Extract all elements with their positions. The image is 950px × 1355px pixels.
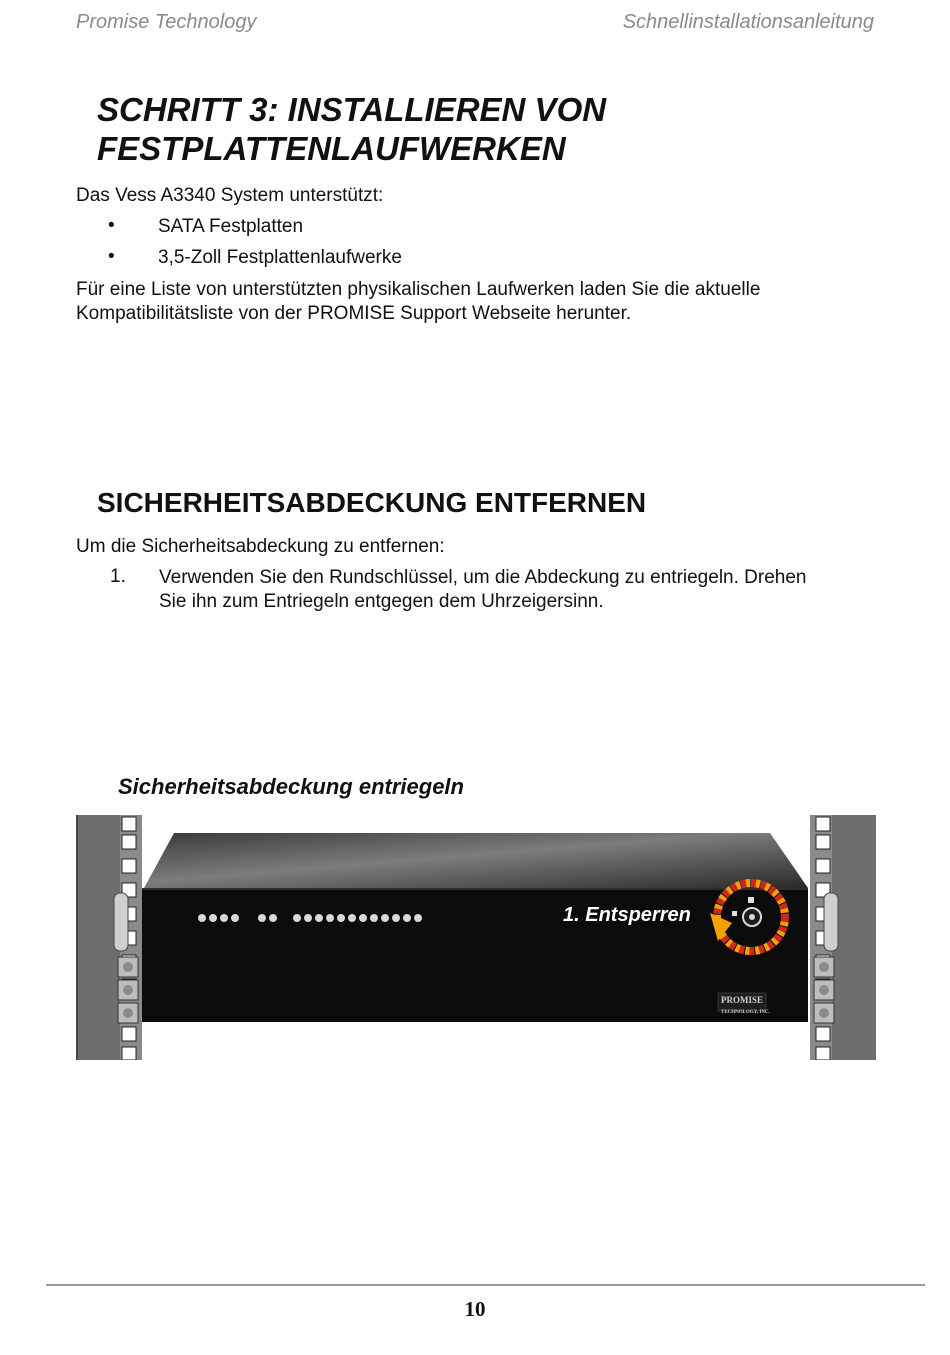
- step-line1: Verwenden Sie den Rundschlüssel, um die Abdeckung zu entriegeln. Drehen: [159, 567, 807, 588]
- figure-caption: Sicherheitsabdeckung entriegeln: [118, 774, 464, 799]
- device-figure: [76, 815, 876, 1060]
- bullet-marker: •: [108, 246, 115, 267]
- section-title: [97, 90, 606, 168]
- promise-logo: [721, 995, 770, 1015]
- compat-line2: Kompatibilitätsliste von der PROMISE Support Webseite herunter.: [76, 303, 632, 324]
- bullet-item: 3,5-Zoll Festplattenlaufwerke: [158, 247, 402, 268]
- footer-rule: [46, 1284, 925, 1286]
- step-number: 1.: [110, 566, 126, 587]
- compat-paragraph: [76, 278, 760, 326]
- rack-rail-right: [810, 815, 876, 1060]
- device-top: [144, 833, 808, 888]
- subsection-intro: Um die Sicherheitsabdeckung zu entfernen:: [76, 536, 445, 557]
- bullet-marker: •: [108, 215, 115, 236]
- section-title-line1: SCHRITT 3: INSTALLIEREN VON: [97, 91, 607, 128]
- step-line2: Sie ihn zum Entriegeln entgegen dem Uhrzeigersinn.: [159, 591, 604, 612]
- device-illustration: [76, 815, 876, 1060]
- step-text: [159, 566, 889, 614]
- rack-rail-left: [76, 815, 142, 1060]
- subsection-title: SICHERHEITSABDECKUNG ENTFERNEN: [97, 487, 647, 518]
- bullet-item: SATA Festplatten: [158, 216, 304, 237]
- promise-logo-sub: TECHNOLOGY, INC.: [721, 1010, 770, 1015]
- device-front: [142, 888, 808, 1022]
- unlock-label: 1. Entsperren: [563, 904, 691, 926]
- page-number: 10: [464, 1297, 486, 1321]
- section-title-line2: FESTPLATTENLAUFWERKEN: [97, 130, 566, 167]
- header-left: Promise Technology: [76, 11, 257, 33]
- header-right: Schnellinstallationsanleitung: [622, 11, 874, 33]
- intro-text: Das Vess A3340 System unterstützt:: [76, 185, 384, 206]
- compat-line1: Für eine Liste von unterstützten physikalischen Laufwerken laden Sie die aktuelle: [76, 279, 761, 300]
- promise-logo-text: PROMISE: [721, 995, 764, 1005]
